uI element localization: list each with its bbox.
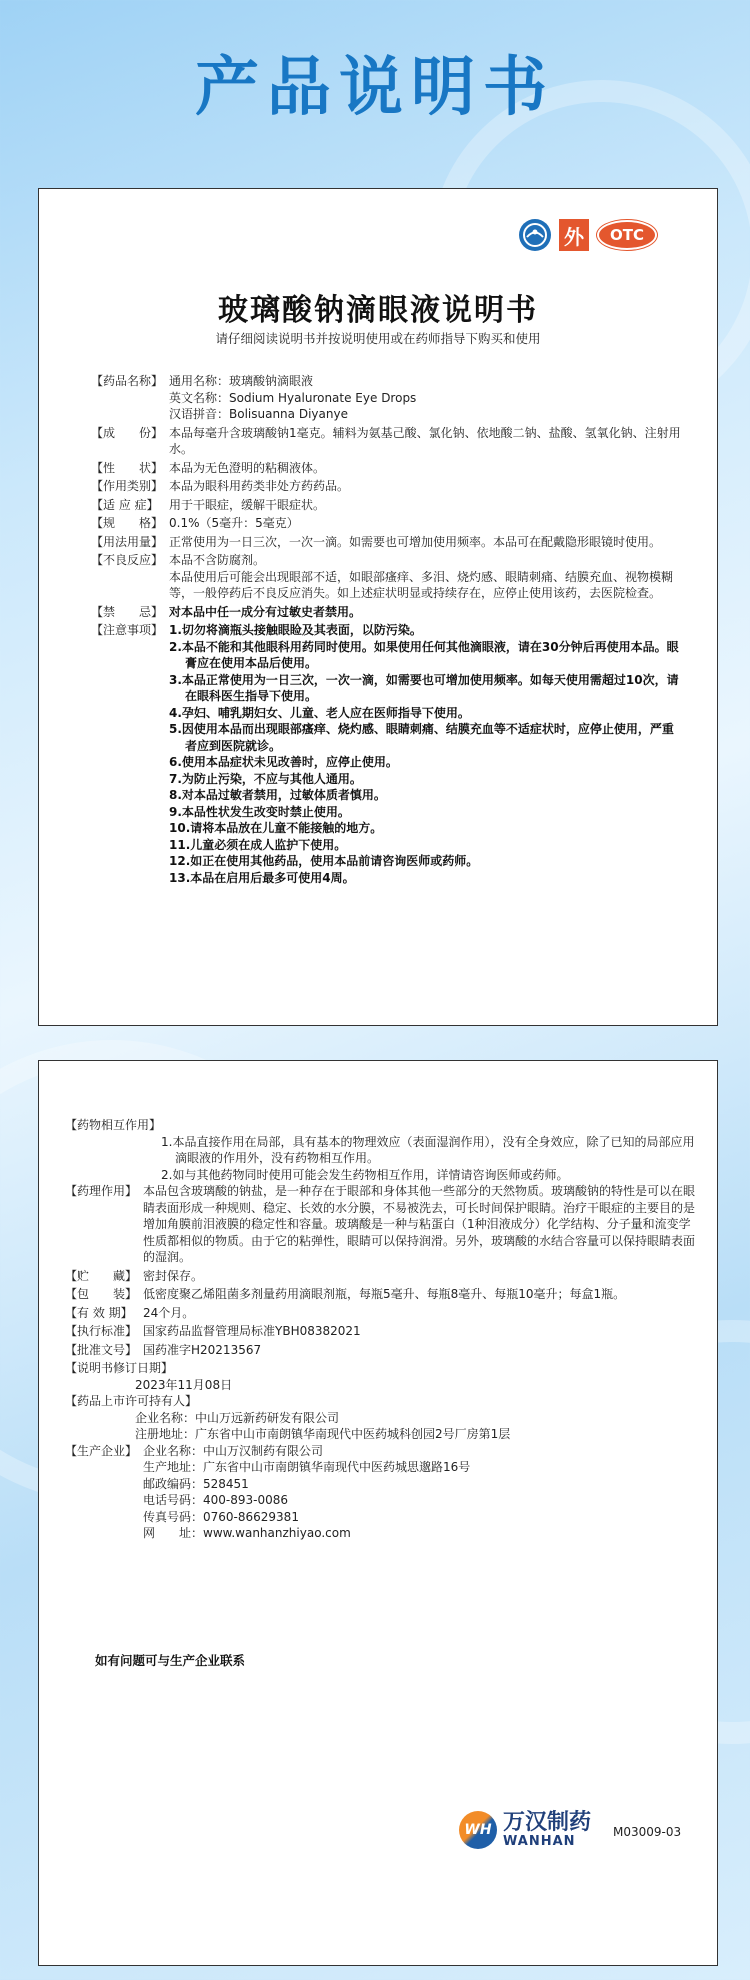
field-label: 【药理作用】: [65, 1184, 138, 1198]
precautions-list: [169, 622, 681, 886]
field-label: 【禁 忌】: [91, 604, 164, 619]
field-label: 【贮 藏】: [65, 1268, 138, 1283]
field-label: 【适 应 症】: [91, 497, 159, 512]
field-value: 正常使用为一日三次，一次一滴。如需要也可增加使用频率。本品可在配戴隐形眼镜时使用。: [169, 534, 662, 549]
precaution-item: 2.本品不能和其他眼科用药同时使用。如果使用任何其他滴眼液，请在30分钟后再使用本品。眼膏应在使用本品后使用。: [169, 639, 679, 670]
field-package: [65, 1286, 695, 1303]
field-label: 【包 装】: [65, 1287, 138, 1301]
field-label: 【药物相互作用】: [65, 1118, 162, 1132]
website-link[interactable]: 网 址：www.wanhanzhiyao.com: [143, 1526, 351, 1540]
field-value: 用于干眼症，缓解干眼症状。: [169, 497, 326, 512]
field-label: 【生产企业】: [65, 1443, 138, 1458]
field-label: 【性 状】: [91, 460, 164, 475]
field-adverse-reactions: [91, 552, 681, 602]
field-label: 【有 效 期】: [65, 1305, 133, 1320]
drug-fields-2: [65, 1117, 695, 1544]
document-code: M03009-03: [613, 1825, 682, 1839]
field-label: 【说明书修订日期】: [65, 1361, 174, 1375]
field-label: 【不良反应】: [91, 553, 164, 567]
otc-badge: OTC: [597, 220, 657, 250]
logo-text-cn: 万汉制药: [503, 1809, 592, 1835]
precaution-item: 9.本品性状发生改变时禁止使用。: [169, 804, 350, 819]
field-standard: [65, 1323, 695, 1340]
page-title: 产品说明书: [195, 51, 555, 125]
field-storage: [65, 1268, 695, 1285]
precaution-item: 1.切勿将滴瓶头接触眼睑及其表面，以防污染。: [169, 623, 422, 637]
logo-text-en: WANHAN: [503, 1833, 576, 1849]
precaution-item: 12.如正在使用其他药品，使用本品前请咨询医师或药师。: [169, 854, 479, 868]
field-value: 国家药品监督管理局标准YBH08382021: [143, 1324, 361, 1338]
field-approval: [65, 1342, 695, 1359]
field-value: 本品包含玻璃酸的钠盐，是一种存在于眼部和身体其他一些部分的天然物质。玻璃酸钠的特性是可以在眼睛表面形成一种规则、稳定、长效的水分膜，不易被洗去，可长时间保护眼睛。治疗干眼症的主要目的是增加角膜前泪液膜的稳定性和容量。玻璃酸是一种与粘蛋白（1种泪液成分）化学结构、分子量和流变学性质都相似的物质。由于它的粘弹性，眼睛可以保持润滑。另外，玻璃酸的水结合容量可以保持眼睛表面的湿润。: [143, 1184, 696, 1264]
field-label: 【药品名称】: [91, 374, 164, 388]
precaution-item: 4.孕妇、哺乳期妇女、儿童、老人应在医师指导下使用。: [169, 705, 470, 720]
field-value: 汉语拼音：Bolisuanna Diyanye: [169, 407, 348, 421]
field-value: 企业名称：中山万汉制药有限公司: [143, 1443, 324, 1458]
interaction-item: 1.本品直接作用在局部，具有基本的物理效应（表面湿润作用），没有全身效应，除了已知的局部应用滴眼液的作用外，没有药物相互作用。: [161, 1134, 695, 1165]
field-usage: [91, 534, 681, 551]
precaution-item: 11.儿童必须在成人监护下使用。: [169, 837, 347, 852]
field-value: 传真号码：0760-86629381: [143, 1509, 299, 1524]
badge-group: [519, 219, 657, 251]
field-drug-name: [91, 373, 681, 423]
field-label: 【成 份】: [91, 425, 164, 440]
field-label: 【批准文号】: [65, 1342, 138, 1357]
document-subtitle: 请仔细阅读说明书并按说明使用或在药师指导下购买和使用: [215, 331, 541, 346]
field-value: 24个月。: [143, 1305, 195, 1320]
field-properties: [91, 460, 681, 477]
precaution-item: 5.因使用本品而出现眼部瘙痒、烧灼感、眼睛刺痛、结膜充血等不适症状时，应停止使用，严重者应到医院就诊。: [169, 722, 674, 753]
field-pharmacology: [65, 1183, 695, 1266]
field-value: 通用名称：玻璃酸钠滴眼液: [169, 374, 314, 388]
interactions-list: [65, 1134, 695, 1184]
precaution-item: 3.本品正常使用为一日三次，一次一滴，如需要也可增加使用频率。如每天使用需超过10次，请在眼科医生指导下使用。: [169, 672, 679, 703]
field-value: 邮政编码：528451: [143, 1476, 249, 1491]
field-value: 英文名称：Sodium Hyaluronate Eye Drops: [169, 390, 417, 405]
field-indications: [91, 497, 681, 514]
contact-note: 如有问题可与生产企业联系: [95, 1653, 246, 1668]
field-label: 【规 格】: [91, 516, 164, 530]
logo-mark-icon: WH: [459, 1811, 497, 1849]
field-label: 【注意事项】: [91, 623, 164, 637]
field-manufacturer: [65, 1443, 695, 1542]
field-label: 【执行标准】: [65, 1324, 138, 1338]
field-value: 密封保存。: [143, 1268, 204, 1283]
precaution-item: 13.本品在启用后最多可使用4周。: [169, 870, 355, 885]
drug-fields: [91, 373, 681, 888]
field-value: 本品使用后可能会出现眼部不适，如眼部瘙痒、多泪、烧灼感、眼睛刺痛、结膜充血、视物模糊等，一般停药后不良反应消失。如上述症状明显或持续存在，应停止使用该药，去医院检查。: [169, 569, 674, 600]
field-value: 生产地址：广东省中山市南朗镇华南现代中医药城思邈路16号: [143, 1460, 471, 1474]
instructions-card-1: [38, 188, 718, 1026]
field-specification: [91, 515, 681, 532]
field-label: 【作用类别】: [91, 479, 164, 493]
field-value: 本品为眼科用药类非处方药药品。: [169, 479, 350, 493]
field-value: 0.1%（5毫升：5毫克）: [169, 516, 299, 530]
field-precautions: [91, 622, 681, 886]
field-composition: [91, 425, 681, 458]
field-label: 【用法用量】: [91, 534, 164, 549]
field-value: 2023年11月08日: [135, 1377, 233, 1392]
precaution-item: 10.请将本品放在儿童不能接触的地方。: [169, 821, 383, 835]
field-value: 电话号码：400-893-0086: [143, 1493, 289, 1507]
document-title: 玻璃酸钠滴眼液说明书: [218, 293, 538, 328]
interaction-item: 2.如与其他药物同时使用可能会发生药物相互作用，详情请咨询医师或药师。: [161, 1167, 569, 1182]
field-value: 企业名称：中山万远新药研发有限公司: [135, 1410, 340, 1425]
company-logo: [459, 1811, 591, 1849]
precaution-item: 8.对本品过敏者禁用，过敏体质者慎用。: [169, 788, 386, 802]
field-category: [91, 478, 681, 495]
field-value: 国药准字H20213567: [143, 1342, 262, 1357]
field-value: 本品不含防腐剂。: [169, 553, 266, 567]
field-value: 低密度聚乙烯阻菌多剂量药用滴眼剂瓶，每瓶5毫升、每瓶8毫升、每瓶10毫升；每盒1瓶。: [143, 1287, 626, 1301]
field-value: 对本品中任一成分有过敏史者禁用。: [169, 604, 362, 619]
precaution-item: 7.为防止污染，不应与其他人通用。: [169, 771, 362, 786]
field-contraindications: [91, 604, 681, 621]
field-value: 本品为无色澄明的粘稠液体。: [169, 460, 326, 475]
field-validity: [65, 1305, 695, 1322]
regulatory-seal-icon: [519, 219, 551, 251]
field-label: 【药品上市许可持有人】: [65, 1394, 198, 1408]
external-use-badge: 外: [559, 219, 589, 251]
instructions-card-2: [38, 1060, 718, 1966]
precaution-item: 6.使用本品症状未见改善时，应停止使用。: [169, 755, 398, 769]
field-value: 本品每毫升含玻璃酸钠1毫克。辅料为氨基己酸、氯化钠、依地酸二钠、盐酸、氢氧化钠、注射用水。: [169, 425, 681, 456]
field-value: 注册地址：广东省中山市南朗镇华南现代中医药城科创园2号厂房第1层: [135, 1427, 511, 1441]
